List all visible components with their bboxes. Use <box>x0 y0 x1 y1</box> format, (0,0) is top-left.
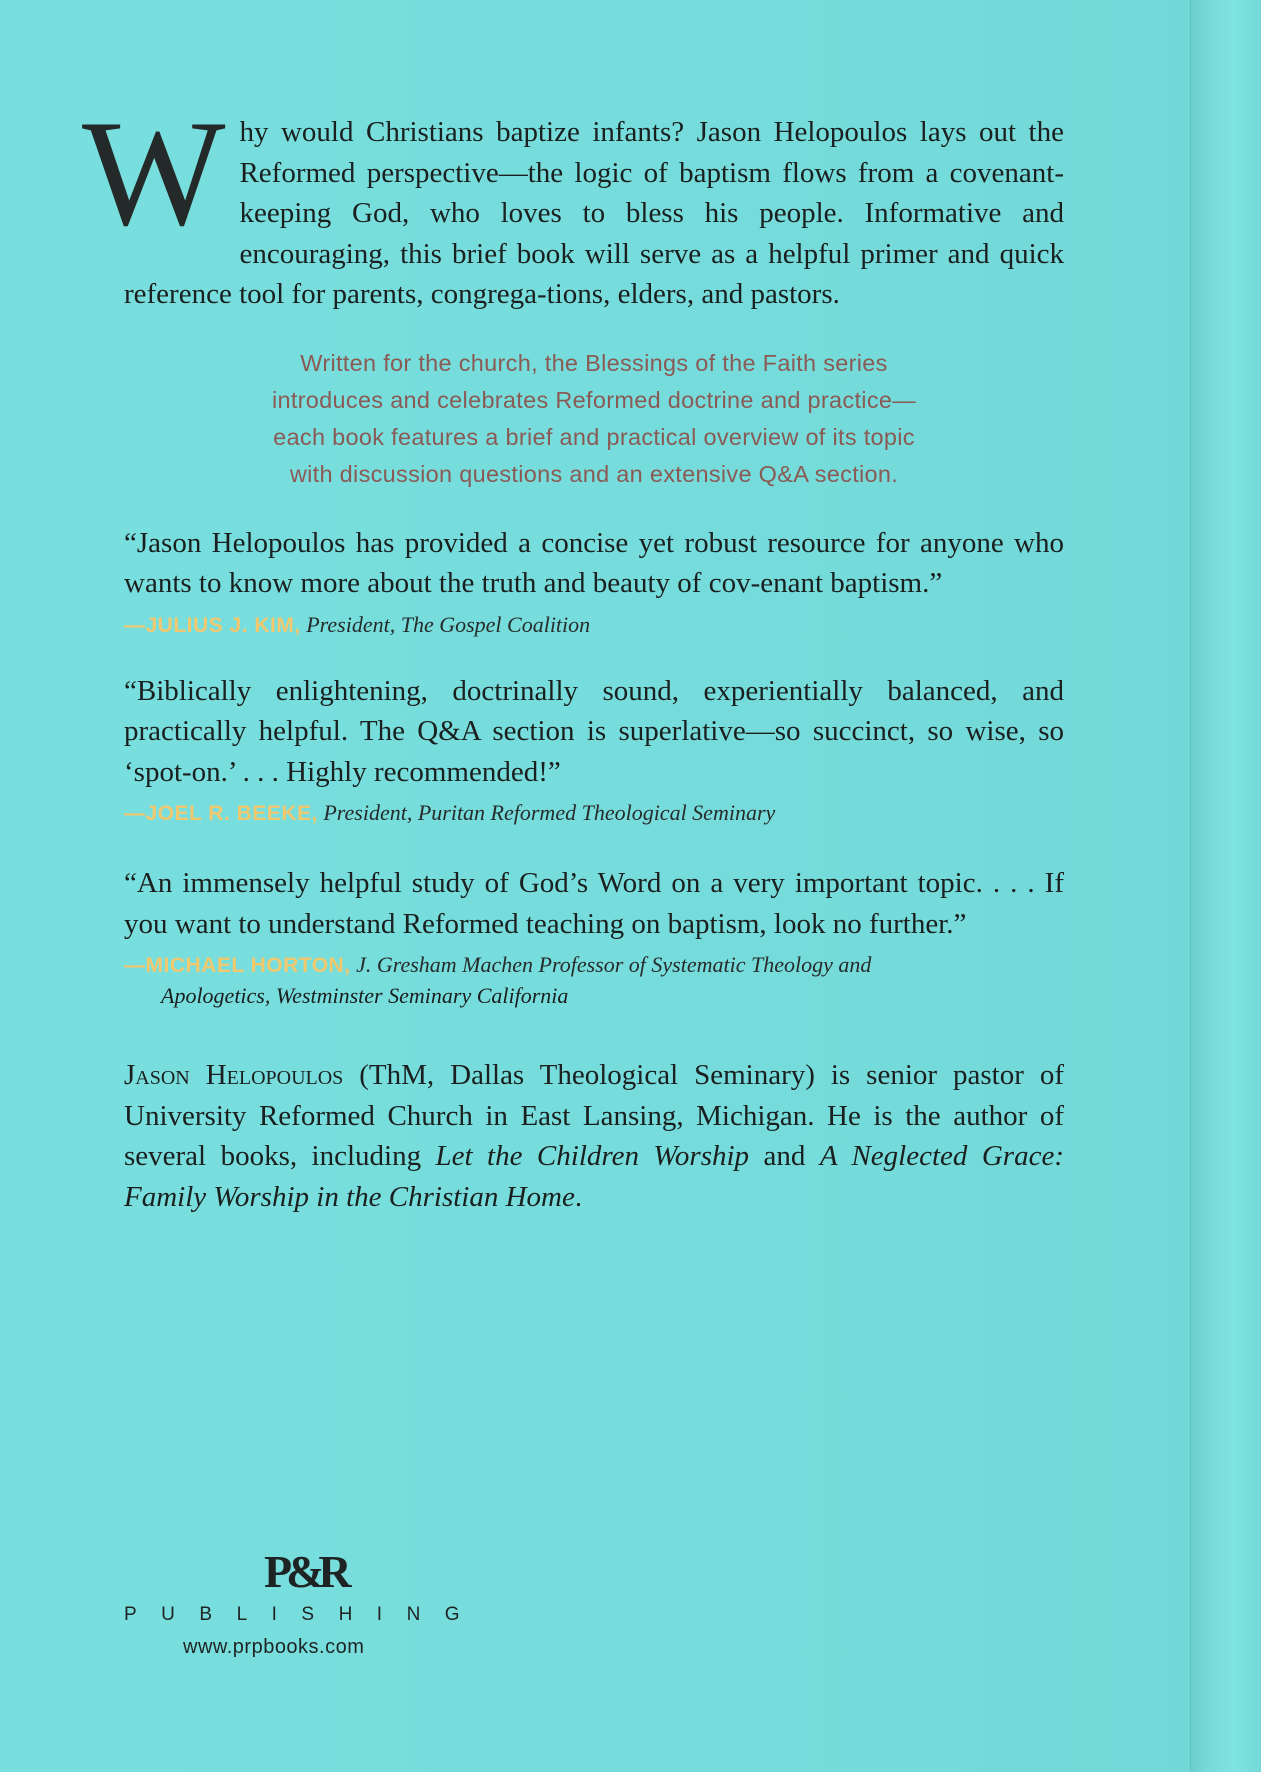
author-bio <box>124 1055 1064 1217</box>
endorsement-kim <box>124 523 1064 641</box>
endorsement-quote: “Biblically enlightening, doctrinally sound, experientially balanced, and practically helpful. The Q&A section is superlative—so succinct, so wise, so ‘spot-on.’ . . . Highly recommended!” <box>124 674 1064 788</box>
endorser-role: President, The Gospel Coalition <box>306 611 591 637</box>
publisher-mark: P&R <box>264 1546 346 1597</box>
series-line: with discussion questions and an extensive Q&A section. <box>289 460 899 487</box>
intro-text: hy would Christians baptize infants? Jason Helopoulos lays out the Reformed perspective—the logic of baptism flows from a covenant-keeping God, who loves to bless his people. Informative and encouraging, this brief book will serve as a helpful primer and quick reference tool for parents, congrega-tions, elders, and pastors. <box>124 116 1064 310</box>
endorser-role: President, Puritan Reformed Theological Seminary <box>323 800 776 825</box>
series-line: introduces and celebrates Reformed doctrine and practice— <box>271 386 917 413</box>
intro-paragraph <box>82 89 1064 315</box>
endorser-name: —JULIUS J. KIM, <box>124 613 301 637</box>
endorser-name: —JOEL R. BEEKE, <box>124 802 318 825</box>
drop-cap: W <box>82 89 226 257</box>
publisher-wordmark: PUBLISHING <box>124 1604 485 1625</box>
endorsement-beeke <box>124 671 1064 830</box>
endorser-role: J. Gresham Machen Professor of Systematic Theology and <box>356 952 872 977</box>
series-line: each book features a brief and practical overview of its topic <box>273 423 915 450</box>
endorser-role-continued: Apologetics, Westminster Seminary California <box>161 983 569 1008</box>
endorsement-horton <box>124 863 1064 1011</box>
book-title: A Neglected Grace: Family Worship in the Christian Home <box>124 1140 1064 1213</box>
endorsement-attribution <box>124 798 1064 829</box>
book-title: Let the Children Worship <box>435 1140 750 1172</box>
endorsement-attribution <box>124 950 1064 1011</box>
bio-text: . <box>574 1180 583 1213</box>
series-line: Written for the church, the Blessings of the Faith series <box>300 349 888 376</box>
endorsement-attribution <box>124 610 1064 641</box>
back-cover-content <box>82 89 1064 1246</box>
series-blurb <box>124 345 1064 493</box>
bio-text: and <box>749 1140 820 1172</box>
bio-text: (ThM, Dallas Theological Seminary) is senior pastor of University Reformed Church in East Lansing, Michigan. He is the author of several books, including <box>124 1059 1064 1172</box>
endorser-name: —MICHAEL HORTON, <box>124 954 351 977</box>
endorsement-quote: “Jason Helopoulos has provided a concise yet robust resource for anyone who wants to know more about the truth and beauty of cov-enant baptism.” <box>124 526 1064 599</box>
author-name: Jason Helopoulos <box>124 1059 344 1091</box>
spine-edge <box>1190 0 1261 1772</box>
endorsement-quote: “An immensely helpful study of God’s Word on a very important topic. . . . If you want to understand Reformed teaching on baptism, look no further.” <box>124 867 1064 940</box>
publisher-url: www.prpbooks.com <box>183 1636 365 1658</box>
